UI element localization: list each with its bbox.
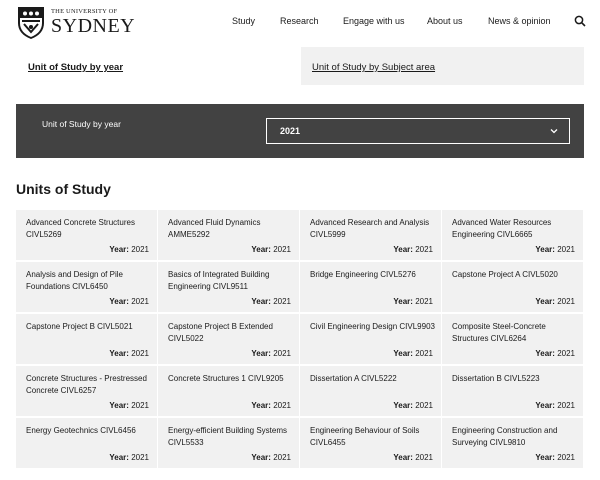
- logo-line-2: SYDNEY: [51, 15, 136, 38]
- unit-year: [251, 245, 291, 254]
- unit-year-value: 2021: [415, 297, 433, 306]
- nav-news-opinion[interactable]: News & opinion: [488, 16, 551, 26]
- tab-by-subject[interactable]: [301, 47, 584, 85]
- unit-card[interactable]: [16, 418, 157, 468]
- unit-card[interactable]: [442, 210, 583, 260]
- unit-year-value: 2021: [415, 245, 433, 254]
- unit-year: [393, 297, 433, 306]
- unit-card[interactable]: [158, 262, 299, 312]
- unit-year: [393, 453, 433, 462]
- unit-year: [535, 453, 575, 462]
- unit-card[interactable]: [442, 262, 583, 312]
- unit-year-label: Year:: [251, 453, 271, 462]
- unit-card[interactable]: [158, 314, 299, 364]
- unit-year: [251, 297, 291, 306]
- unit-card[interactable]: [16, 262, 157, 312]
- unit-card[interactable]: [158, 366, 299, 416]
- unit-name[interactable]: Dissertation A CIVL5222: [310, 374, 397, 383]
- unit-year-label: Year:: [109, 349, 129, 358]
- unit-year-value: 2021: [415, 401, 433, 410]
- unit-year-label: Year:: [393, 349, 413, 358]
- unit-year-label: Year:: [251, 349, 271, 358]
- unit-year-label: Year:: [535, 453, 555, 462]
- unit-name[interactable]: Advanced Concrete Structures CIVL5269: [26, 218, 135, 239]
- unit-year: [251, 349, 291, 358]
- unit-name[interactable]: Composite Steel-Concrete Structures CIVL6264: [452, 322, 546, 343]
- unit-year: [109, 349, 149, 358]
- unit-year-value: 2021: [273, 297, 291, 306]
- unit-year-label: Year:: [251, 245, 271, 254]
- nav-study[interactable]: Study: [232, 16, 256, 26]
- unit-year-value: 2021: [557, 401, 575, 410]
- unit-name[interactable]: Concrete Structures 1 CIVL9205: [168, 374, 284, 383]
- unit-year: [109, 245, 149, 254]
- unit-name[interactable]: Engineering Behaviour of Soils CIVL6455: [310, 426, 420, 447]
- unit-card[interactable]: [442, 314, 583, 364]
- unit-year: [393, 349, 433, 358]
- chevron-down-icon: [549, 126, 559, 136]
- unit-card[interactable]: [16, 366, 157, 416]
- unit-card[interactable]: [158, 418, 299, 468]
- unit-year-label: Year:: [109, 245, 129, 254]
- unit-year-value: 2021: [131, 245, 149, 254]
- nav-research[interactable]: Research: [280, 16, 319, 26]
- unit-year: [393, 401, 433, 410]
- unit-name[interactable]: Basics of Integrated Building Engineering CIVL9511: [168, 270, 270, 291]
- unit-year-value: 2021: [131, 453, 149, 462]
- unit-card[interactable]: [300, 210, 441, 260]
- unit-year-value: 2021: [273, 245, 291, 254]
- unit-card[interactable]: [158, 210, 299, 260]
- unit-year: [535, 297, 575, 306]
- unit-year-label: Year:: [393, 297, 413, 306]
- unit-card[interactable]: [16, 314, 157, 364]
- unit-name[interactable]: Dissertation B CIVL5223: [452, 374, 540, 383]
- unit-year-label: Year:: [535, 349, 555, 358]
- units-grid: [16, 210, 584, 468]
- unit-year-value: 2021: [415, 349, 433, 358]
- unit-year: [535, 245, 575, 254]
- unit-year-label: Year:: [109, 297, 129, 306]
- unit-card[interactable]: [300, 262, 441, 312]
- tab-by-year[interactable]: [16, 47, 301, 85]
- unit-year: [393, 245, 433, 254]
- unit-year-label: Year:: [251, 297, 271, 306]
- unit-year-value: 2021: [273, 401, 291, 410]
- unit-year: [109, 401, 149, 410]
- unit-year-label: Year:: [393, 453, 413, 462]
- unit-year-label: Year:: [535, 297, 555, 306]
- unit-year-value: 2021: [557, 297, 575, 306]
- unit-year: [109, 297, 149, 306]
- unit-year-value: 2021: [273, 453, 291, 462]
- crest-icon: [16, 5, 46, 40]
- unit-name[interactable]: Energy Geotechnics CIVL6456: [26, 426, 136, 435]
- unit-name[interactable]: Advanced Water Resources Engineering CIVL6665: [452, 218, 552, 239]
- unit-name[interactable]: Energy-efficient Building Systems CIVL5533: [168, 426, 288, 447]
- unit-year-value: 2021: [273, 349, 291, 358]
- unit-card[interactable]: [442, 366, 583, 416]
- unit-year-value: 2021: [131, 297, 149, 306]
- unit-year-label: Year:: [109, 453, 129, 462]
- unit-year-label: Year:: [109, 401, 129, 410]
- unit-card[interactable]: [300, 418, 441, 468]
- logo-wordmark: [51, 9, 135, 37]
- tab-by-subject-link[interactable]: Unit of Study by Subject area: [312, 62, 436, 73]
- unit-year: [251, 453, 291, 462]
- logo-line-1: THE UNIVERSITY OF: [51, 7, 118, 15]
- unit-year-value: 2021: [415, 453, 433, 462]
- nav-engage-with-us[interactable]: Engage with us: [343, 16, 405, 26]
- unit-year-value: 2021: [131, 401, 149, 410]
- unit-year-value: 2021: [557, 245, 575, 254]
- unit-name[interactable]: Concrete Structures - Prestressed Concrete CIVL6257: [26, 374, 147, 395]
- unit-name[interactable]: Advanced Research and Analysis CIVL5999: [310, 218, 430, 239]
- unit-card[interactable]: [442, 418, 583, 468]
- unit-card[interactable]: [16, 210, 157, 260]
- search-icon[interactable]: [574, 15, 586, 27]
- unit-name[interactable]: Civil Engineering Design CIVL9903: [310, 322, 435, 331]
- units-of-study-heading: Units of Study: [16, 181, 111, 197]
- year-filter-bar: [16, 104, 584, 158]
- unit-card[interactable]: [300, 314, 441, 364]
- unit-year: [535, 349, 575, 358]
- tab-by-year-link[interactable]: Unit of Study by year: [28, 62, 124, 73]
- unit-name[interactable]: Engineering Construction and Surveying CIVL9810: [452, 426, 558, 447]
- unit-year: [109, 453, 149, 462]
- unit-year-label: Year:: [535, 245, 555, 254]
- unit-card[interactable]: [300, 366, 441, 416]
- unit-year-label: Year:: [251, 401, 271, 410]
- year-select-value: 2021: [280, 126, 301, 136]
- unit-year-label: Year:: [535, 401, 555, 410]
- unit-name[interactable]: Bridge Engineering CIVL5276: [310, 270, 416, 279]
- site-header: [0, 0, 600, 46]
- unit-year-label: Year:: [393, 401, 413, 410]
- unit-year: [251, 401, 291, 410]
- unit-year: [535, 401, 575, 410]
- nav-about-us[interactable]: About us: [427, 16, 463, 26]
- university-logo[interactable]: [16, 5, 135, 40]
- year-filter-label: Unit of Study by year: [42, 119, 121, 129]
- unit-name[interactable]: Capstone Project B Extended CIVL5022: [168, 322, 273, 343]
- unit-year-label: Year:: [393, 245, 413, 254]
- unit-year-value: 2021: [557, 349, 575, 358]
- year-select[interactable]: [266, 118, 570, 144]
- unit-name[interactable]: Analysis and Design of Pile Foundations CIVL6450: [26, 270, 123, 291]
- unit-name[interactable]: Advanced Fluid Dynamics AMME5292: [168, 218, 261, 239]
- unit-name[interactable]: Capstone Project A CIVL5020: [452, 270, 558, 279]
- unit-year-value: 2021: [131, 349, 149, 358]
- unit-name[interactable]: Capstone Project B CIVL5021: [26, 322, 133, 331]
- unit-year-value: 2021: [557, 453, 575, 462]
